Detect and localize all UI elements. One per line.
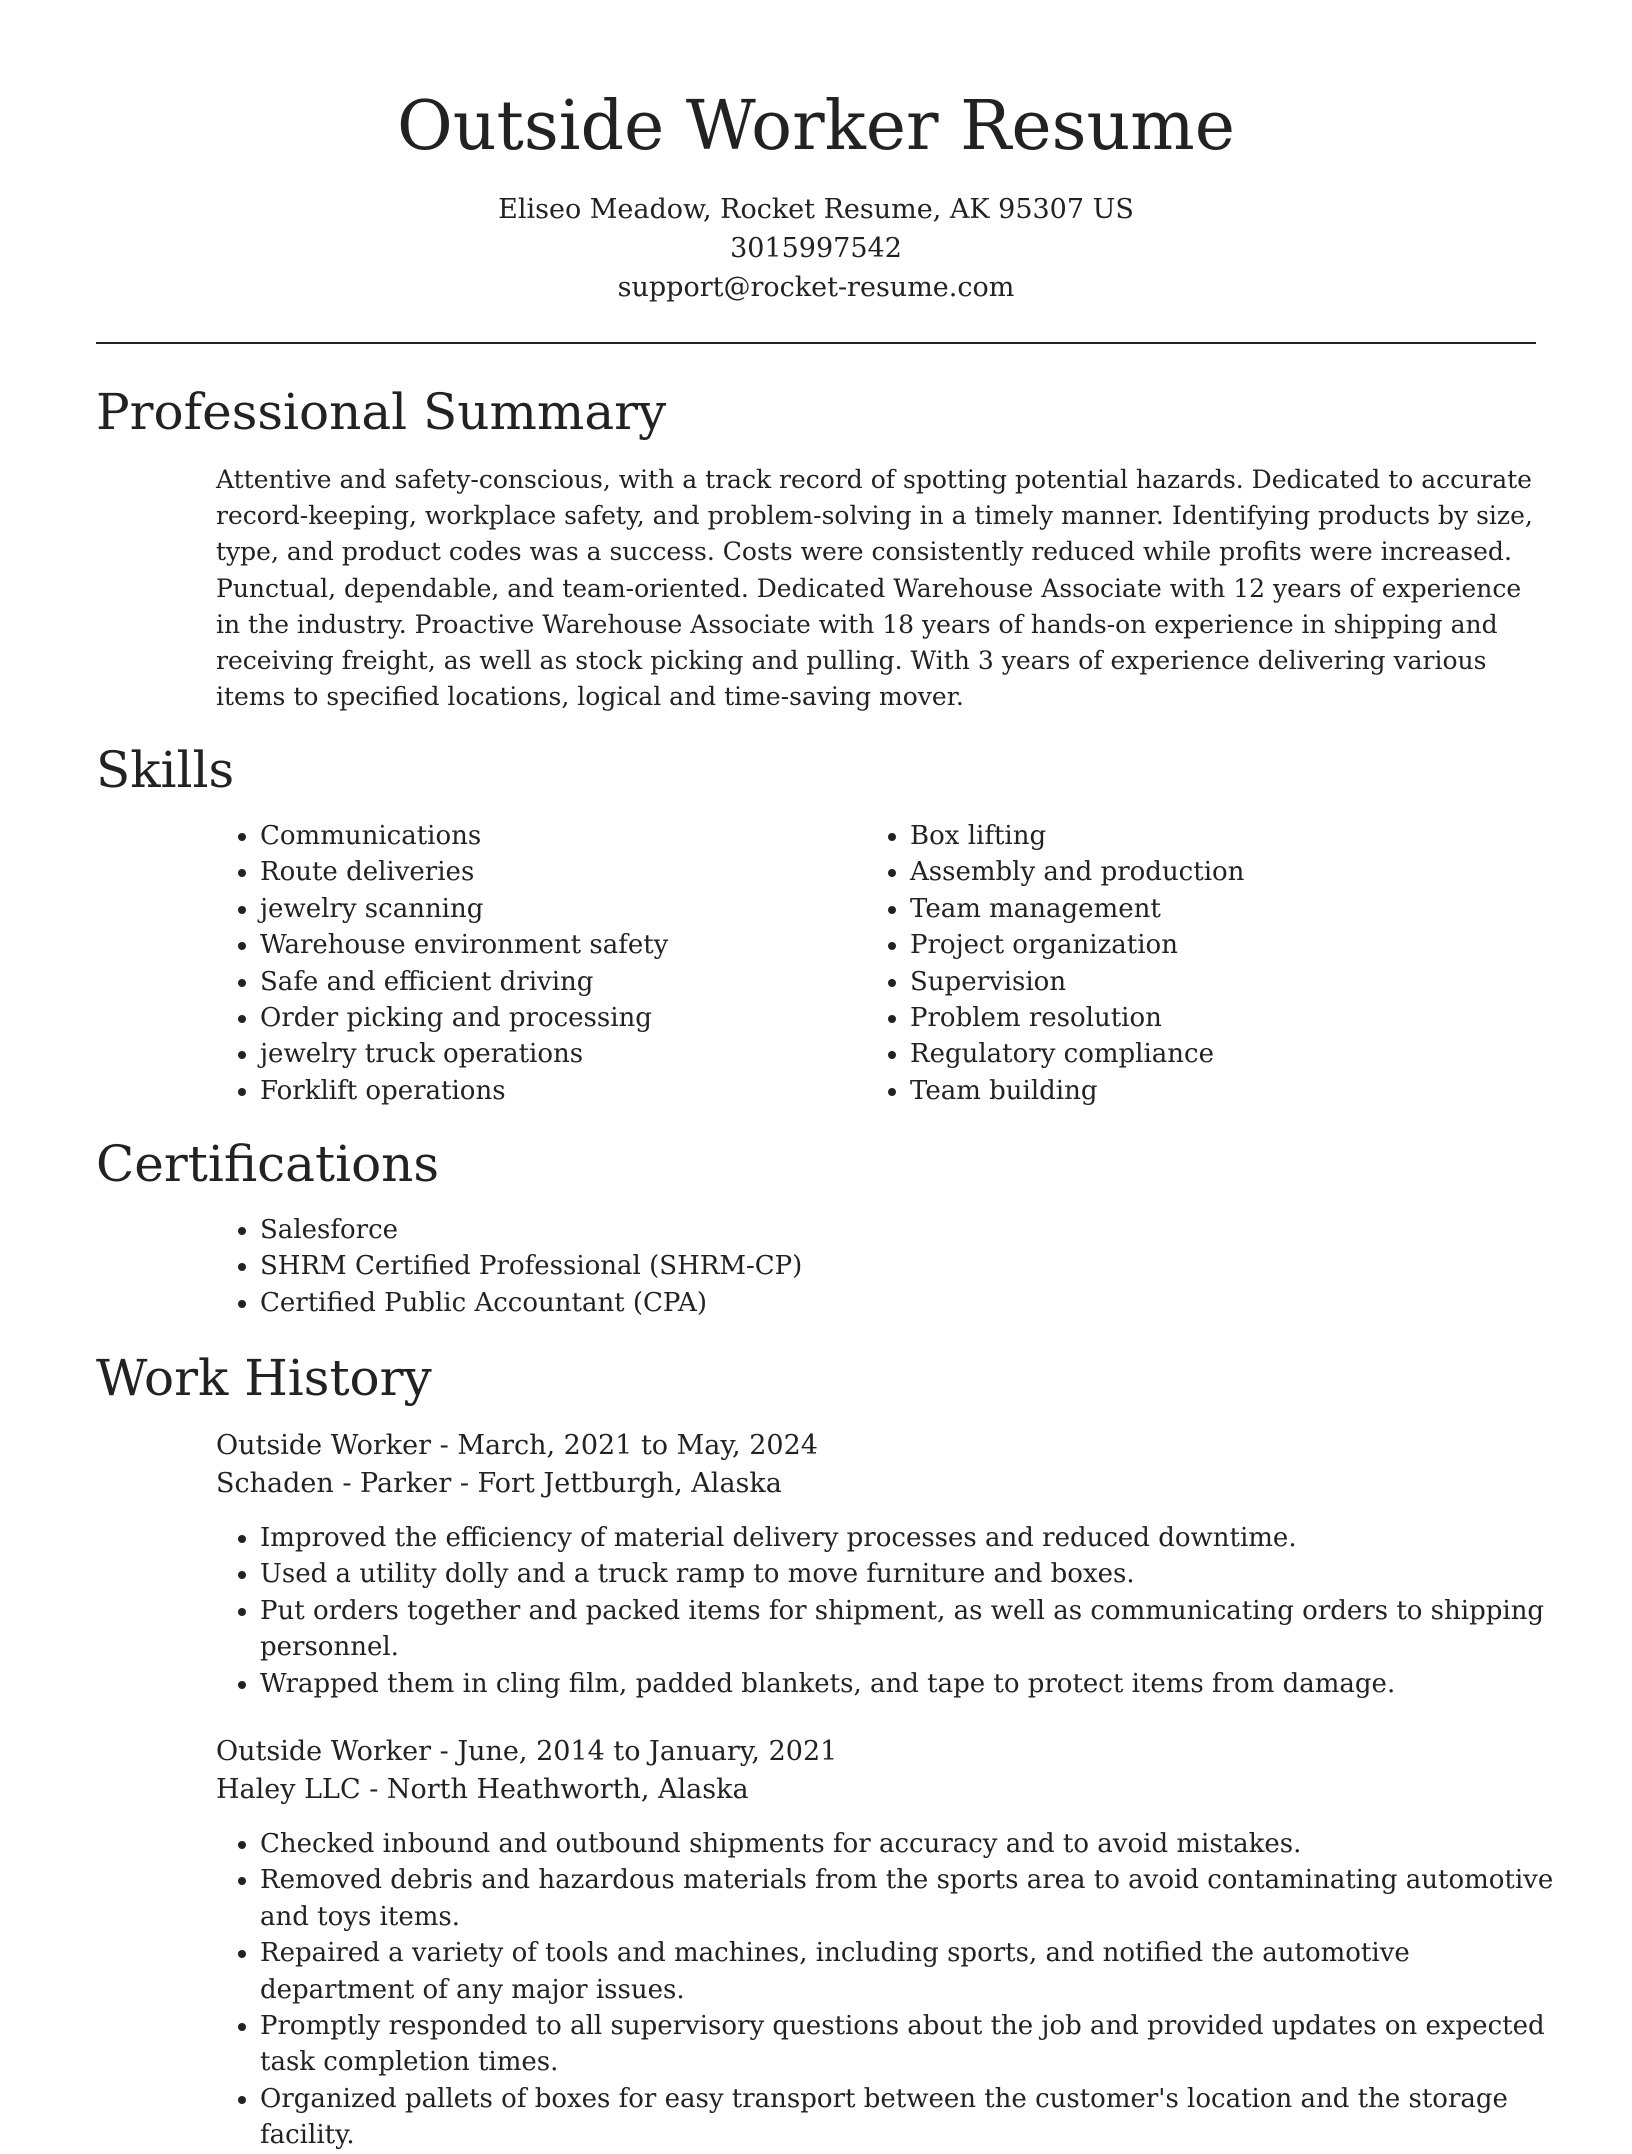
job-bullets [216, 1520, 1560, 1702]
contact-email: support@rocket-resume.com [617, 272, 1015, 303]
list-item: • Put orders together and packed items for shipment, as well as communicating orders to shipping personnel. [260, 1593, 1560, 1666]
list-item: • Promptly responded to all supervisory questions about the job and provided updates on expected task completion times. [260, 2008, 1560, 2081]
resume-title: Outside Worker Resume [396, 87, 1236, 166]
certifications-heading: Certifications [96, 1135, 440, 1193]
list-item: • Problem resolution [910, 1000, 1550, 1036]
list-item: • Safe and efficient driving [260, 964, 860, 1000]
list-item: • jewelry scanning [260, 891, 860, 927]
list-item: • Certified Public Accountant (CPA) [260, 1285, 1560, 1321]
list-item: • Regulatory compliance [910, 1036, 1550, 1072]
skills-list-left [216, 818, 860, 1109]
list-item: • SHRM Certified Professional (SHRM-CP) [260, 1248, 1560, 1284]
contact-address: Eliseo Meadow, Rocket Resume, AK 95307 US [498, 194, 1134, 225]
header-divider [96, 342, 1536, 344]
certifications-list [216, 1212, 1560, 1321]
list-item: • Team management [910, 891, 1550, 927]
list-item: • Route deliveries [260, 854, 860, 890]
work-history-heading: Work History [96, 1349, 432, 1407]
list-item: • Order picking and processing [260, 1000, 860, 1036]
skills-list-right [866, 818, 1550, 1109]
list-item: • Organized pallets of boxes for easy transport between the customer's location and the storage facility. [260, 2081, 1560, 2154]
summary-heading: Professional Summary [96, 383, 667, 441]
list-item: • Checked inbound and outbound shipments for accuracy and to avoid mistakes. [260, 1826, 1560, 1862]
list-item: • Assembly and production [910, 854, 1550, 890]
list-item: • Wrapped them in cling film, padded blankets, and tape to protect items from damage. [260, 1666, 1560, 1702]
job-title-line: Outside Worker - June, 2014 to January, 2021 [216, 1736, 838, 1767]
job-bullets [216, 1826, 1560, 2154]
list-item: • Supervision [910, 964, 1550, 1000]
list-item: • jewelry truck operations [260, 1036, 860, 1072]
list-item: • Salesforce [260, 1212, 1560, 1248]
list-item: • Removed debris and hazardous materials from the sports area to avoid contaminating automotive and toys items. [260, 1862, 1560, 1935]
list-item: • Improved the efficiency of material delivery processes and reduced downtime. [260, 1520, 1560, 1556]
list-item: • Team building [910, 1073, 1550, 1109]
job-company-line: Schaden - Parker - Fort Jettburgh, Alaska [216, 1468, 782, 1499]
job-company-line: Haley LLC - North Heathworth, Alaska [216, 1774, 749, 1805]
list-item: • Warehouse environment safety [260, 927, 860, 963]
list-item: • Box lifting [910, 818, 1550, 854]
list-item: • Forklift operations [260, 1073, 860, 1109]
skills-heading: Skills [96, 741, 235, 799]
list-item: • Project organization [910, 927, 1550, 963]
list-item: • Repaired a variety of tools and machines, including sports, and notified the automotive department of any major issues. [260, 1935, 1560, 2008]
list-item: • Communications [260, 818, 860, 854]
contact-phone: 3015997542 [730, 233, 902, 264]
job-title-line: Outside Worker - March, 2021 to May, 2024 [216, 1430, 818, 1461]
list-item: • Used a utility dolly and a truck ramp to move furniture and boxes. [260, 1556, 1560, 1592]
summary-text: Attentive and safety-conscious, with a track record of spotting potential hazards. Dedicated to accurate record-keeping, workplace safety, and problem-solving in a timely manner. Identifying products by size, type, and product codes was a success. Costs were consistently reduced while profits were increased. Punctual, dependable, and team-oriented. Dedicated Warehouse Associate with 12 years of experience in the industry. Proactive Warehouse Associate with 18 years of hands-on experience in shipping and receiving freight, as well as stock picking and pulling. With 3 years of experience delivering various items to specified locations, logical and time-saving mover. [216, 465, 1533, 712]
